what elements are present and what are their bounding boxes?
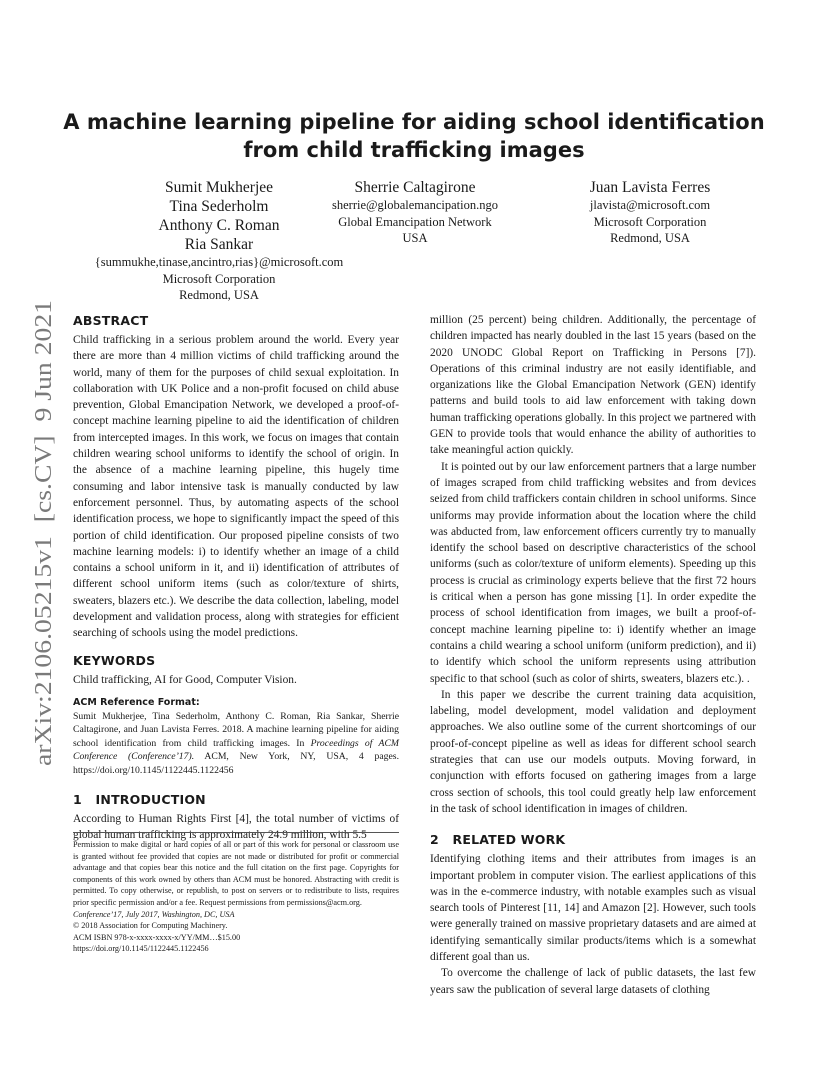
arxiv-identifier-stamp — [24, 296, 58, 766]
author-location: USA — [402, 231, 428, 245]
arxiv-stamp-svg — [24, 296, 58, 766]
author-affiliation: Global Emancipation Network — [338, 214, 492, 229]
title-line-1: A machine learning pipeline for aiding school identification — [63, 110, 765, 134]
copyright-footnote — [73, 832, 399, 955]
author-location: Redmond, USA — [179, 288, 259, 302]
related-work-paragraph-1: Identifying clothing items and their attributes from images is an important problem in computer vision. The earliest applications of this was in the e-commerce industry, with notable examples such as visual search tools of Pinterest [11, 14] and Amazon [2]. However, such tools were generally trained on massive proprietary datasets and are aimed at identifying semantically similar products/items which is a somewhat different goal than us. — [430, 853, 756, 963]
copyright-line: © 2018 Association for Computing Machinery. — [73, 921, 228, 931]
left-column — [73, 312, 399, 844]
doi-line: https://doi.org/10.1145/1122445.1122456 — [73, 944, 209, 954]
right-column — [430, 312, 756, 998]
author-email: jlavista@microsoft.com — [589, 198, 711, 212]
introduction-heading: 1 INTRODUCTION — [73, 791, 206, 807]
author-name: Tina Sederholm — [169, 198, 269, 215]
arxiv-id-text: arXiv:2106.05215v1 [cs.CV] 9 Jun 2021 — [31, 362, 57, 766]
author-name: Sherrie Caltagirone — [354, 179, 476, 196]
introduction-paragraph-2: It is pointed out by our law enforcement partners that a large number of images scraped from child trafficking websites and from devices seized from child traffickers contain children in school uniforms. Since uniforms may provide information about the location where the child was abducted from, law enforcement officers currently try to manually identify the school based on descriptive characteristics of the school uniforms (such as color/texture of uniform elements). Speeding up this process is crucial as criminology experts believe that the first 72 hours is critical when a person has gone missing [1]. In order expedite the process of school identification from images, we built a proof-of-concept machine learning pipeline to: i) identify whether an image contains a child wearing a school uniform (uniform prediction), and ii) to identify which school the uniform represents using attribution specific to that school (such as color of shirts, sweaters, blazers etc.). . — [430, 460, 756, 685]
introduction-paragraph-1-continued: million (25 percent) being children. Additionally, the percentage of children impacted has nearly doubled in the last 15 years (based on the 2020 UNODC Global Report on Trafficking in Persons [7]). Operations of this criminal industry are not easily identifiable, and organizations like the Global Emancipation Network (GEN) identify patterns and build tools to aid law enforcement with taking down human trafficking operations globally. In this project we partnered with GEN to provide tools that would enhance the ability of authorities to take meaningful action quickly. — [430, 314, 756, 457]
acm-reference-text — [73, 710, 399, 777]
acm-reference-end: ACM, New York, NY, USA, 4 pages. https://doi.org/10.1145/1122445.1122456 — [73, 751, 399, 776]
author-block-middle — [300, 178, 530, 247]
paper-title — [60, 108, 768, 164]
isbn-line: ACM ISBN 978-x-xxxx-xxxx-x/YY/MM…$15.00 — [73, 932, 241, 942]
author-email: {summukhe,tinase,ancintro,rias}@microsoft.com — [94, 255, 344, 269]
conference-line: Conference’17, July 2017, Washington, DC, USA — [73, 909, 235, 919]
acm-reference-heading: ACM Reference Format: — [73, 696, 200, 708]
title-line-2: from child trafficking images — [243, 138, 585, 162]
author-name: Juan Lavista Ferres — [589, 179, 711, 196]
author-name: Anthony C. Roman — [158, 217, 280, 234]
author-name: Ria Sankar — [184, 236, 254, 253]
keywords-text: Child trafficking, AI for Good, Computer Vision. — [73, 673, 297, 686]
author-affiliation: Microsoft Corporation — [162, 271, 276, 286]
author-block-right — [530, 178, 770, 247]
related-work-heading: 2 RELATED WORK — [430, 832, 566, 848]
introduction-paragraph-3: In this paper we describe the current training data acquisition, labeling, model development, model validation and deployment approaches. We also outline some of the current shortcomings of our proof-of-concept pipeline as well as ideas for different school search strategies that can use our models outputs. Moving forward, in conjunction with efforts focused on gathering images from a large cross section of schools, this tool could greatly help law enforcement in the task of school identification in images of children. — [430, 688, 756, 815]
author-name: Sumit Mukherjee — [164, 179, 274, 196]
author-affiliation: Microsoft Corporation — [593, 214, 707, 229]
permission-notice: Permission to make digital or hard copies of all or part of this work for personal or classroom use is granted without fee provided that copies are not made or distributed for profit or commercial advantage and that copies bear this notice and the full citation on the first page. Copyrights for components of this work owned by others than ACM must be honored. Abstracting with credit is permitted. To copy otherwise, or republish, to post on servers or to redistribute to lists, requires prior specific permission and/or a fee. Request permissions from permissions@acm.org. — [73, 840, 399, 907]
introduction-paragraph-1: According to Human Rights First [4], the total number of victims of global human trafficking is approximately 24.9 million, with 5.5 — [73, 812, 399, 842]
acm-reference-venue: Proceedings of ACM Conference (Conference’17). — [73, 737, 399, 763]
keywords-heading: KEYWORDS — [73, 652, 156, 668]
author-location: Redmond, USA — [610, 231, 690, 245]
abstract-heading: ABSTRACT — [73, 313, 149, 328]
author-email: sherrie@globalemancipation.ngo — [332, 198, 498, 212]
related-work-paragraph-2: To overcome the challenge of lack of public datasets, the last few years saw the publication of several large datasets of clothing — [430, 967, 756, 996]
abstract-text: Child trafficking in a serious problem around the world. Every year there are more than 4 million victims of child trafficking around the world, many of them for the purposes of child sexual exploitation. In collaboration with UK Police and a non-profit focused on child abuse prevention, Global Emancipation Network, we developed a proof-of-concept machine learning pipeline to aid the identification of children from intercepted images. In this work, we focus on images that contain children wearing school uniforms to identify the school of origin. In the absence of a machine learning pipeline, this hugely time consuming and labor intensive task is manually conducted by law enforcement personnel. Thus, by automating aspects of the school identification process, we hope to significantly impact the speed of this portion of child identification. Our proposed pipeline consists of two machine learning models: i) to identify whether an image of a child contains a school uniform in it, and ii) identification of attributes of different school uniform items (such as color/texture of shirts, sweaters, blazers etc.). We describe the data collection, labeling, model development and validation process, along with strategies for efficient searching of schools using the model predictions. — [73, 334, 399, 640]
acm-reference-plain: Sumit Mukherjee, Tina Sederholm, Anthony C. Roman, Ria Sankar, Sherrie Caltagirone, and Juan Lavista Ferres. 2018. A machine learning pipeline for aiding school identification from child trafficking images. In — [73, 710, 399, 749]
